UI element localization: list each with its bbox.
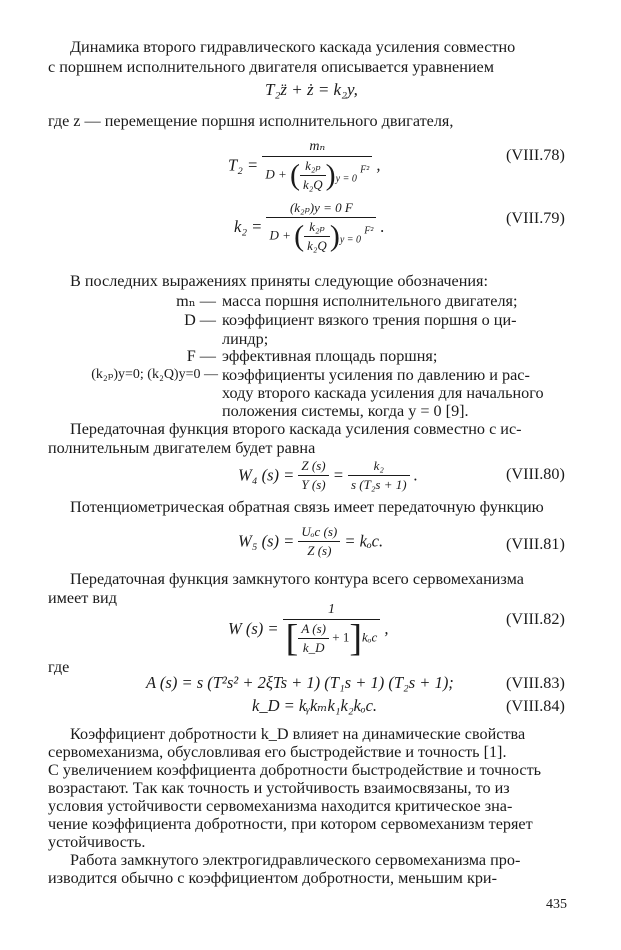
- eq79-den-d: D +: [269, 227, 291, 243]
- paragraph-1-line-1: Динамика второго гидравлического каскада усиления совместно: [70, 38, 516, 56]
- eq79-numerator: (k₂ₚ)y = 0 F: [266, 200, 376, 218]
- eq82-num: 1: [283, 602, 381, 620]
- paragraph-1-line-2: с поршнем исполнительного двигателя описывается уравнением: [48, 58, 494, 76]
- eq81-rhs: = kₒc.: [344, 531, 384, 551]
- eq82-den: [ $\frac{A (s)}{k\_D}$ + 1]kₒc: [285, 617, 378, 660]
- eq82-label: (VIII.82): [506, 610, 565, 628]
- eq82-plus: + 1: [332, 629, 350, 645]
- paragraph-2-line-2: полнительным двигателем будет равна: [48, 439, 316, 457]
- notation-text: положения системы, когда y = 0 [9].: [222, 402, 469, 420]
- eq78-tail: ,: [376, 155, 381, 175]
- paragraph-5-line: условия устойчивости сервомеханизма находится критическое зна-: [48, 797, 513, 815]
- equation-81: [238, 524, 383, 559]
- paragraph-6-line: изводится обычно с коэффициентом добротности, меньшим кри-: [48, 869, 497, 887]
- notation-text: эффективная площадь поршня;: [222, 347, 438, 365]
- eq79-sub: y = 0: [339, 234, 361, 246]
- eq79-label: (VIII.79): [506, 209, 565, 227]
- equation-79: [234, 200, 385, 254]
- eq84-label: (VIII.84): [506, 697, 565, 715]
- eq79-denominator: D + ( $\frac{\text{k₂ₚ}}{\text{k₂Q}}$ )$_{y = 0}$ $^{F^2}$: [269, 219, 374, 253]
- eq78-label: (VIII.78): [506, 146, 565, 164]
- eq78-inner-fraction: [300, 158, 326, 193]
- paragraph-5-line: С увеличением коэффициента добротности быстродействие и точность: [48, 761, 542, 779]
- eq79-f2: F²: [364, 225, 374, 237]
- paragraph-4-line-2: имеет вид: [48, 589, 117, 607]
- eq82-tail: ,: [384, 619, 389, 638]
- eq80-f1-num: Z (s): [298, 458, 328, 476]
- eq82-inner-den: k_D: [302, 640, 325, 655]
- eq80-fraction-2: [348, 458, 410, 493]
- eq79-inner-fraction: [304, 219, 330, 254]
- eq81-label: (VIII.81): [506, 535, 565, 553]
- notation-sym: F —: [186, 347, 216, 365]
- notation-intro: В последних выражениях приняты следующие обозначения:: [70, 272, 488, 290]
- eq80-equals: =: [332, 465, 344, 485]
- eq82-inner-fraction: [298, 621, 329, 656]
- equation-82: [228, 602, 389, 660]
- eq78-inner-num: k₂ₚ: [300, 158, 326, 176]
- notation-text: ходу второго каскада усиления для начального: [222, 384, 544, 402]
- eq78-fraction: [262, 138, 372, 193]
- notation-sym: (k₂ₚ)y=0; (k₂Q)y=0 —: [91, 367, 218, 382]
- eq78-inner-den: k₂Q: [302, 177, 323, 192]
- eq78-denominator: D + ( $\frac{\text{k₂ₚ}}{\text{k₂Q}}$ )$_{y = 0}$ $^{F^2}$: [265, 158, 370, 192]
- paragraph-3: Потенциометрическая обратная связь имеет передаточную функцию: [70, 498, 544, 516]
- eq78-lhs: T₂ =: [228, 155, 259, 175]
- eq78-f2: F²: [360, 164, 370, 176]
- eq80-fraction-1: [298, 458, 328, 493]
- eq79-lhs: k₂ =: [234, 217, 263, 236]
- eq80-tail: .: [413, 465, 418, 485]
- eq79-inner-num: k₂ₚ: [304, 219, 330, 237]
- equation-84: k_D = kᵧkₘk₁k₂kₒc.: [252, 696, 378, 715]
- paragraph-6-line: Работа замкнутого электрогидравлического сервомеханизма про-: [70, 851, 521, 869]
- eq80-label: (VIII.80): [506, 465, 565, 483]
- paragraph-2-line-1: Передаточная функция второго каскада усиления совместно с ис-: [70, 420, 522, 438]
- eq81-den: Z (s): [307, 543, 332, 558]
- notation-text: масса поршня исполнительного двигателя;: [222, 292, 518, 310]
- equation-main: T₂z̈ + ż = k₂y,: [265, 80, 358, 99]
- eq82-lhs: W (s) =: [228, 619, 279, 638]
- where-z-line: где z — перемещение поршня исполнительного двигателя,: [48, 112, 454, 130]
- paragraph-5-line: возрастают. Так как точность и устойчивость взаимосвязаны, то из: [48, 779, 510, 797]
- paragraph-5-line: Коэффициент добротности k_D влияет на динамические свойства: [70, 725, 526, 743]
- eq83-label: (VIII.83): [506, 674, 565, 692]
- paragraph-5-line: чение коэффициента добротности, при котором сервомеханизм теряет: [48, 815, 533, 833]
- equation-83: A (s) = s (T²s² + 2ξTs + 1) (T₁s + 1) (T₂s + 1);: [146, 673, 454, 692]
- eq79-tail: .: [380, 217, 385, 236]
- eq80-f1-den: Y (s): [301, 477, 326, 492]
- eq80-lhs: W₄ (s) =: [238, 465, 295, 485]
- eq80-f2-num: k₂: [348, 458, 410, 476]
- notation-text: коэффициенты усиления по давлению и рас-: [222, 366, 530, 384]
- eq81-fraction: [298, 524, 340, 559]
- paragraph-5-line: сервомеханизма, обусловливая его быстродействие и точность [1].: [48, 743, 507, 761]
- eq79-inner-den: k₂Q: [307, 238, 327, 253]
- eq82-fraction: [283, 602, 381, 660]
- equation-78: [228, 138, 380, 193]
- paragraph-4-line-1: Передаточная функция замкнутого контура всего сервомеханизма: [70, 570, 524, 588]
- notation-sym: D —: [184, 311, 216, 329]
- page-number: 435: [546, 897, 567, 912]
- equation-80: [238, 458, 418, 493]
- where-2: где: [48, 658, 70, 676]
- paragraph-5-line: устойчивость.: [48, 833, 146, 851]
- notation-sym: mₙ —: [176, 292, 216, 310]
- eq81-num: Uₒc (s): [298, 524, 340, 542]
- eq81-lhs: W₅ (s) =: [238, 531, 295, 551]
- eq78-sub: y = 0: [335, 173, 357, 185]
- eq82-inner-num: A (s): [298, 621, 329, 639]
- eq82-koc: kₒc: [362, 629, 378, 645]
- eq78-numerator: mₙ: [262, 138, 372, 157]
- eq80-f2-den: s (T₂s + 1): [351, 477, 407, 492]
- notation-text: коэффициент вязкого трения поршня о ци-: [222, 311, 517, 329]
- eq79-fraction: [266, 200, 376, 254]
- eq78-den-d: D +: [265, 166, 287, 182]
- notation-text: линдр;: [222, 330, 269, 348]
